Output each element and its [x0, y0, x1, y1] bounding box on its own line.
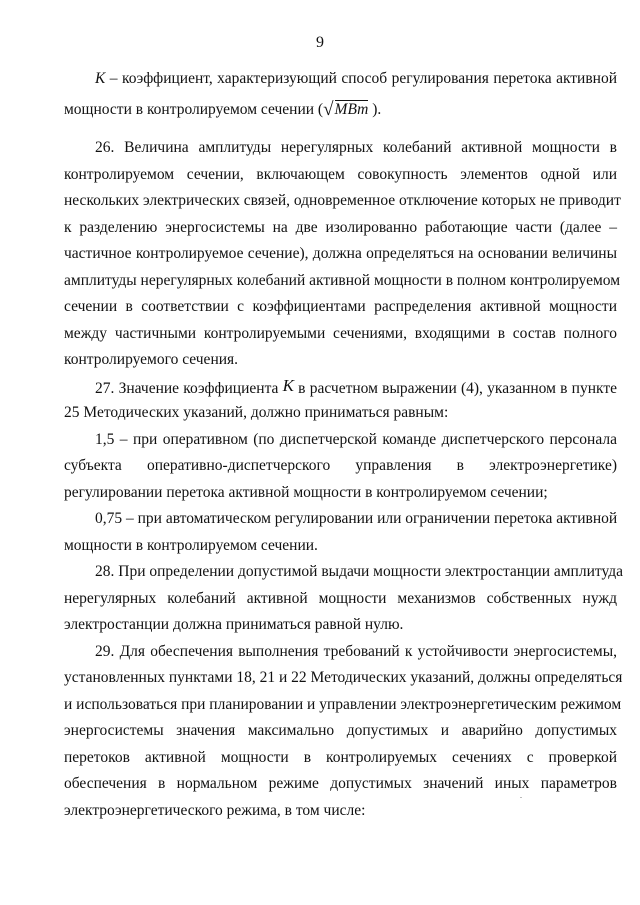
k-definition-text: – коэффициент, характеризующий способ регулирования перетока активной	[105, 70, 617, 87]
p27b-line: 0,75 – при автоматическом регулировании или ограничении перетока активной	[95, 510, 618, 527]
p29-line: обеспечения в нормальном режиме допустимых значений иных параметров	[64, 775, 617, 792]
p27a-line: 1,5 – при оперативном (по диспетчерской команде диспетчерского персонала	[95, 431, 617, 448]
p26-line: сечении в соответствии с коэффициентами распределения активной мощности	[64, 298, 617, 315]
p29-line: 29. Для обеспечения выполнения требований к устойчивости энергосистемы,	[95, 643, 617, 660]
k-symbol: K	[95, 70, 106, 87]
p29-line: перетоков активной мощности в контролируемых сечениях с проверкой	[64, 749, 617, 766]
p27a-line: регулировании перетока активной мощности в контролируемом сечении;	[64, 484, 548, 501]
sqrt-sign: √	[323, 99, 334, 120]
p26-line: контролируемом сечении, включающем совокупность элементов одной или	[64, 166, 617, 183]
p27-text-before: 27. Значение коэффициента	[95, 380, 283, 397]
p29-line: установленных пунктами 18, 21 и 22 Методических указаний, должны определяться	[64, 669, 623, 686]
p26-line: к разделению энергосистемы на две изолированно работающие части (далее –	[64, 219, 617, 236]
p29-line: энергосистемы значения максимально допустимых и аварийно допустимых	[64, 722, 617, 739]
k-definition-tail: ).	[368, 101, 382, 118]
p26-line: частичное контролируемое сечение), должна определяться на основании величины	[64, 245, 617, 262]
p27-text-after: в расчетном выражении (4), указанном в пункте	[293, 380, 617, 397]
p27a-line: субъекта оперативно-диспетчерского управления в электроэнергетике)	[64, 457, 617, 474]
p26-line: 26. Величина амплитуды нерегулярных колебаний активной мощности в	[95, 139, 617, 156]
p27b-line: мощности в контролируемом сечении.	[64, 537, 318, 554]
k-symbol-inline: K	[282, 376, 294, 395]
p28-line: электростанции должна приниматься равной нулю.	[64, 616, 404, 633]
p26-line: между частичными контролируемыми сечениями, входящими в состав полного	[64, 325, 617, 342]
p28-line: нерегулярных колебаний активной мощности механизмов собственных нужд	[64, 590, 617, 607]
k-definition-line-2	[64, 98, 617, 120]
p26-line: нескольких электрических связей, одновременное отключение которых не приводит	[64, 192, 621, 209]
p26-line: амплитуды нерегулярных колебаний активной мощности в полном контролируемом	[64, 272, 621, 289]
p27-line-2: 25 Методических указаний, должно приниматься равным:	[64, 404, 449, 421]
scan-speck	[520, 797, 522, 798]
k-definition-text-2: мощности в контролируемом сечении (	[64, 101, 324, 118]
p29-line: электроэнергетического режима, в том числе:	[64, 802, 366, 819]
p26-line: контролируемого сечения.	[64, 351, 239, 368]
k-definition-line-1	[95, 70, 617, 88]
p27-line-1	[95, 378, 617, 398]
unit-mw: МВт	[334, 101, 369, 118]
page-number: 9	[316, 34, 324, 51]
p29-line: и использоваться при планировании и управлении электроэнергетическим режимом	[64, 696, 622, 713]
p28-line: 28. При определении допустимой выдачи мощности электростанции амплитуда	[95, 563, 623, 580]
